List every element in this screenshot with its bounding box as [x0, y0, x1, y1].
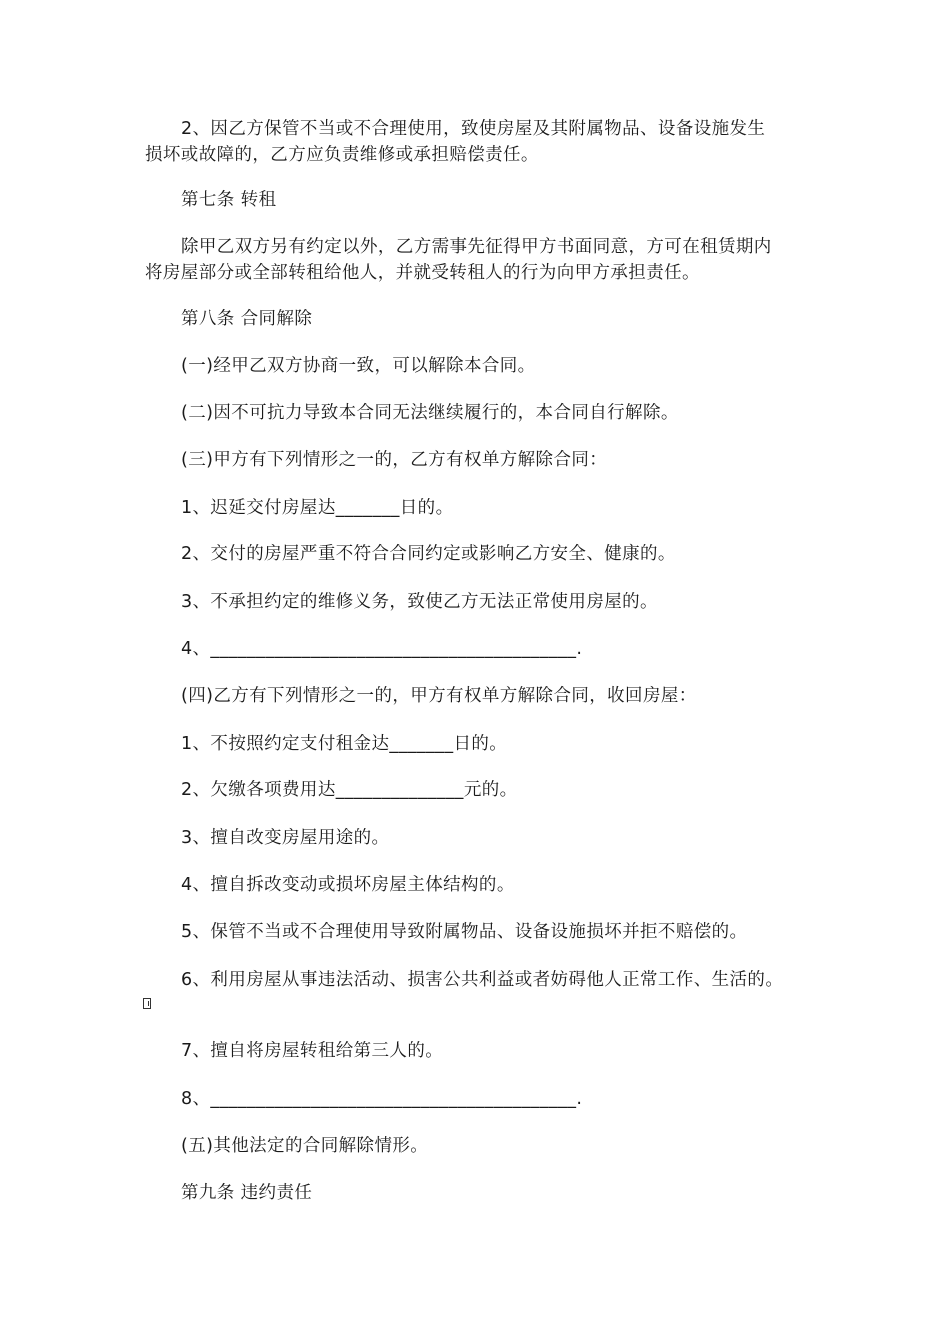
section-heading: 第八条 合同解除 — [181, 309, 313, 329]
clause-item: 6、利用房屋从事违法活动、损害公共利益或者妨碍他人正常工作、生活的。 — [181, 970, 784, 990]
clause-item: 7、擅自将房屋转租给第三人的。 — [181, 1041, 444, 1061]
clause-item: 3、擅自改变房屋用途的。 — [181, 828, 390, 848]
clause-item: 1、不按照约定支付租金达_______日的。 — [181, 734, 508, 754]
section-heading: 第九条 违约责任 — [181, 1183, 313, 1203]
clause-item: 2、交付的房屋严重不符合合同约定或影响乙方安全、健康的。 — [181, 544, 676, 564]
paragraph-line: 损坏或故障的，乙方应负责维修或承担赔偿责任。 — [145, 145, 539, 165]
clause-item: (二)因不可抗力导致本合同无法继续履行的，本合同自行解除。 — [181, 403, 679, 423]
clause-item: (五)其他法定的合同解除情形。 — [181, 1136, 429, 1156]
clause-item: 4、________________________________________. — [181, 639, 583, 659]
paragraph-line: 将房屋部分或全部转租给他人，并就受转租人的行为向甲方承担责任。 — [145, 263, 700, 283]
clause-item: (一)经甲乙双方协商一致，可以解除本合同。 — [181, 356, 536, 376]
paragraph-line: 2、因乙方保管不当或不合理使用，致使房屋及其附属物品、设备设施发生 — [181, 119, 766, 139]
clause-item: 1、迟延交付房屋达_______日的。 — [181, 498, 454, 518]
clause-item: (四)乙方有下列情形之一的，甲方有权单方解除合同，收回房屋： — [181, 686, 697, 706]
clause-item: 8、________________________________________. — [181, 1089, 583, 1109]
missing-glyph-icon — [143, 998, 151, 1009]
section-heading: 第七条 转租 — [181, 190, 277, 210]
clause-item: (三)甲方有下列情形之一的，乙方有权单方解除合同： — [181, 450, 608, 470]
clause-item: 2、欠缴各项费用达______________元的。 — [181, 780, 518, 800]
paragraph-line: 除甲乙双方另有约定以外，乙方需事先征得甲方书面同意，方可在租赁期内 — [181, 237, 772, 257]
clause-item: 4、擅自拆改变动或损坏房屋主体结构的。 — [181, 875, 515, 895]
clause-item: 3、不承担约定的维修义务，致使乙方无法正常使用房屋的。 — [181, 592, 658, 612]
clause-item: 5、保管不当或不合理使用导致附属物品、设备设施损坏并拒不赔偿的。 — [181, 922, 748, 942]
